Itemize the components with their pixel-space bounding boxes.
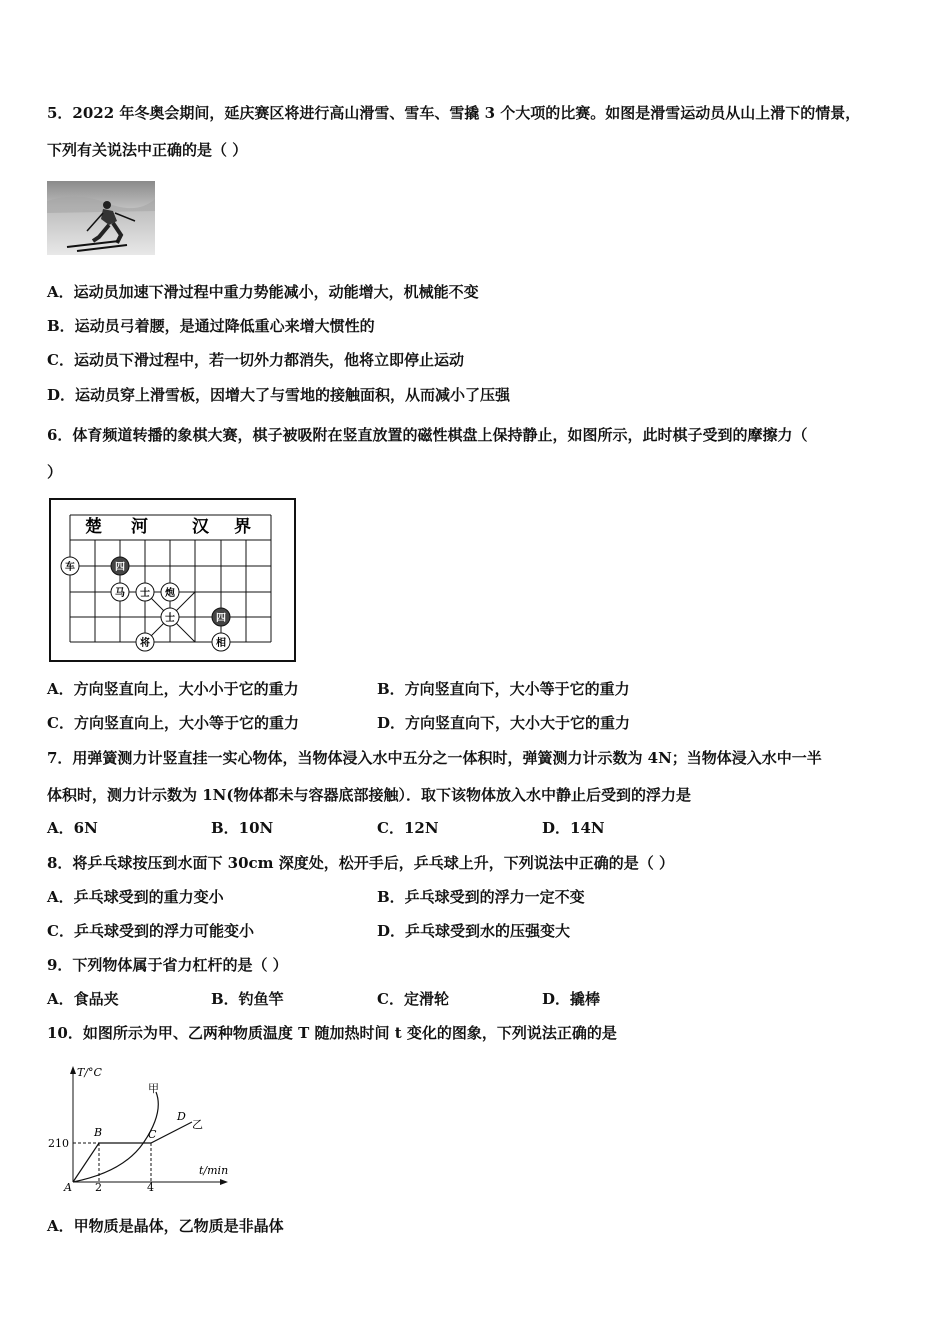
q5-stem-line2: 下列有关说法中正确的是（ ）: [47, 141, 248, 159]
piece-shi-1: 士: [140, 588, 150, 599]
board-label-jie: 界: [234, 517, 251, 537]
q6-stem-line1: 6．体育频道转播的象棋大赛，棋子被吸附在竖直放置的磁性棋盘上保持静止，如图所示，此时棋子受到的摩擦力（: [47, 426, 808, 444]
q7-option-c: C．12N: [377, 819, 439, 837]
q5-stem-line1: 5．2022 年冬奥会期间，延庆赛区将进行高山滑雪、雪车、雪撬 3 个大项的比赛。如图是滑雪运动员从山上滑下的情景，: [47, 104, 861, 122]
skier-photo: [47, 181, 155, 255]
q9-option-a: A．食品夹: [47, 990, 119, 1008]
temperature-time-graph: [44, 1062, 234, 1192]
q5-option-a: A．运动员加速下滑过程中重力势能减小，动能增大，机械能不变: [47, 283, 479, 301]
q6-option-a: A．方向竖直向上，大小小于它的重力: [47, 680, 299, 698]
q8-option-b: B．乒乓球受到的浮力一定不变: [377, 888, 585, 906]
y-tick-210: 210: [48, 1137, 69, 1150]
q9-option-b: B．钓鱼竿: [211, 990, 284, 1008]
piece-xiang: 相: [216, 638, 226, 649]
q9-stem: 9．下列物体属于省力杠杆的是（ ）: [47, 956, 288, 974]
q6-stem-line2: ）: [47, 463, 63, 481]
board-label-han: 汉: [192, 517, 209, 537]
piece-jiang: 将: [140, 638, 150, 649]
q7-stem-line1: 7．用弹簧测力计竖直挂一实心物体，当物体浸入水中五分之一体积时，弹簧测力计示数为 4N；当物体浸入水中一半: [47, 749, 822, 767]
point-a: A: [64, 1181, 72, 1192]
q6-option-c: C．方向竖直向上，大小等于它的重力: [47, 714, 299, 732]
q8-option-c: C．乒乓球受到的浮力可能变小: [47, 922, 254, 940]
q7-stem-line2: 体积时，测力计示数为 1N(物体都未与容器底部接触）．取下该物体放入水中静止后受到的浮力是: [47, 786, 691, 804]
x-tick-4: 4: [147, 1181, 154, 1192]
q8-option-d: D．乒乓球受到水的压强变大: [377, 922, 571, 940]
q6-option-d: D．方向竖直向下，大小大于它的重力: [377, 714, 631, 732]
q9-option-c: C．定滑轮: [377, 990, 449, 1008]
piece-si-2: 四: [216, 613, 226, 624]
q8-option-a: A．乒乓球受到的重力变小: [47, 888, 224, 906]
piece-pao: 炮: [165, 588, 175, 599]
q7-option-a: A．6N: [47, 819, 98, 837]
point-d: D: [177, 1110, 186, 1123]
curve-yi-label: 乙: [192, 1118, 203, 1131]
q5-option-d: D．运动员穿上滑雪板，因增大了与雪地的接触面积，从而减小了压强: [47, 386, 511, 404]
q5-option-b: B．运动员弓着腰，是通过降低重心来增大惯性的: [47, 317, 375, 335]
piece-che: 车: [65, 562, 75, 573]
x-axis-label: t/min: [199, 1164, 229, 1177]
q7-option-b: B．10N: [211, 819, 274, 837]
x-tick-2: 2: [95, 1181, 102, 1192]
q10-stem: 10．如图所示为甲、乙两种物质温度 T 随加热时间 t 变化的图象，下列说法正确的是: [47, 1024, 617, 1042]
q5-option-c: C．运动员下滑过程中，若一切外力都消失，他将立即停止运动: [47, 351, 464, 369]
y-axis-label: T/°C: [77, 1066, 102, 1079]
board-label-chu: 楚: [85, 517, 102, 537]
piece-shi-2: 士: [165, 613, 175, 624]
board-label-he: 河: [131, 517, 148, 537]
point-b: B: [94, 1126, 103, 1139]
chess-board-figure: [49, 498, 296, 662]
piece-ma: 马: [115, 588, 125, 599]
q10-option-a: A．甲物质是晶体，乙物质是非晶体: [47, 1217, 284, 1235]
q9-option-d: D．撬棒: [542, 990, 601, 1008]
point-c: C: [148, 1128, 157, 1141]
q7-option-d: D．14N: [542, 819, 605, 837]
curve-jia-label: 甲: [148, 1082, 159, 1095]
piece-si-1: 四: [115, 562, 125, 573]
q6-option-b: B．方向竖直向下，大小等于它的重力: [377, 680, 630, 698]
q8-stem: 8．将乒乓球按压到水面下 30cm 深度处，松开手后，乒乓球上升，下列说法中正确的是（ ）: [47, 854, 674, 872]
